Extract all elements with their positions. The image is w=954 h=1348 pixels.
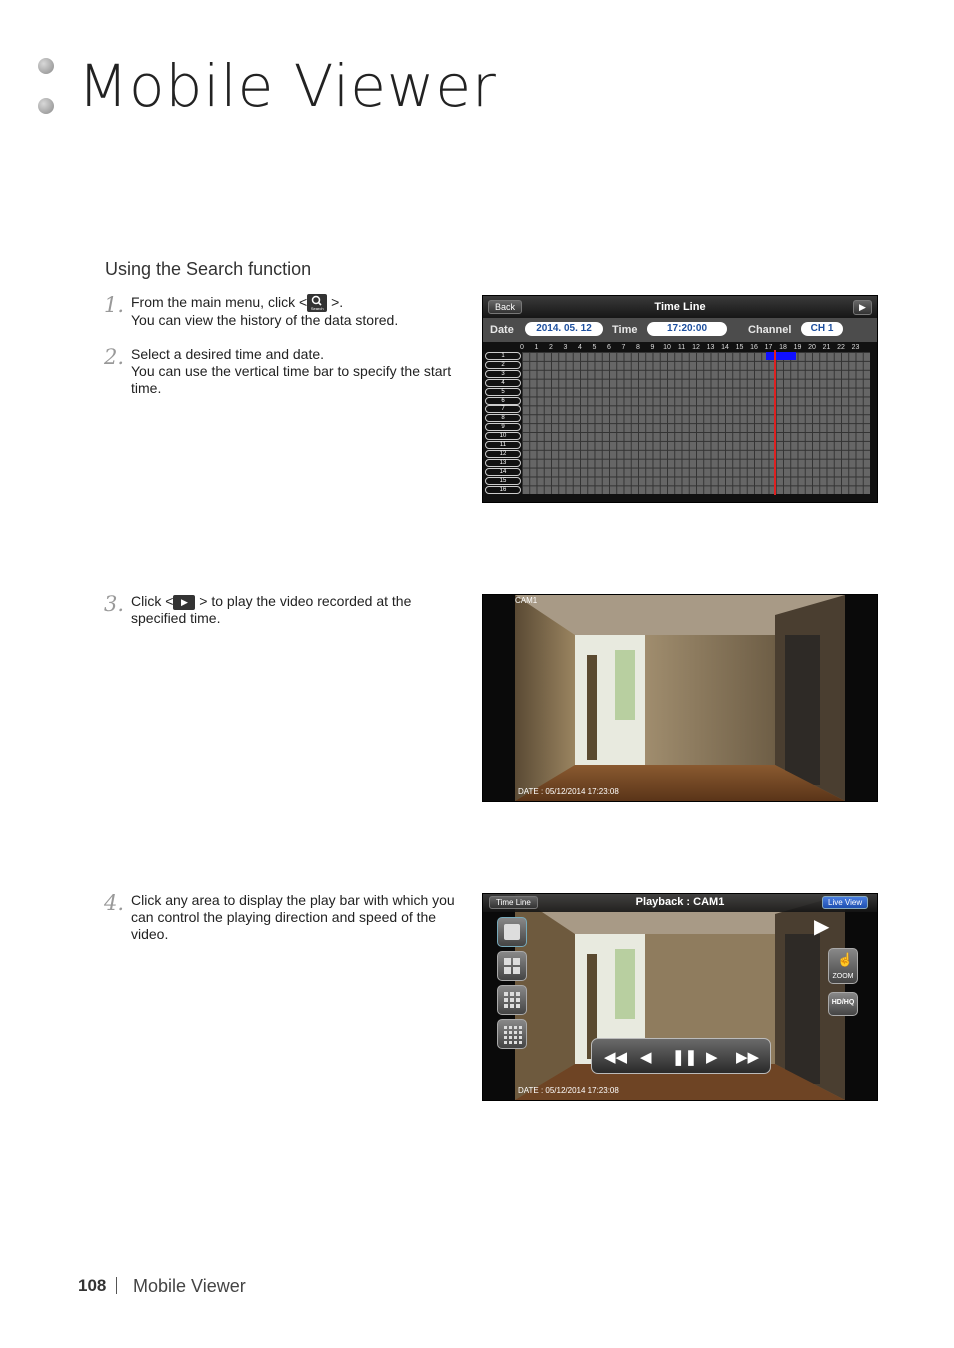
hour-label: 18 [779, 344, 787, 351]
nine-view-icon [498, 986, 526, 1014]
time-label: Time [612, 324, 638, 336]
layout-16-button[interactable] [497, 1019, 527, 1049]
step-4-text: Click any area to display the play bar with which you can control the playing direction and speed of the video. [131, 892, 455, 942]
channel-item[interactable]: 15 [485, 477, 521, 485]
hour-label: 22 [837, 344, 845, 351]
camera-label: CAM1 [515, 596, 538, 605]
play-icon[interactable]: ▶ [706, 1049, 718, 1066]
search-icon-label: Search [310, 306, 324, 312]
hour-label: 6 [607, 344, 611, 351]
page-number: 108 [78, 1276, 107, 1295]
channel-item[interactable]: 9 [485, 423, 521, 431]
hour-label: 19 [793, 344, 802, 351]
sixteen-view-icon [498, 1020, 526, 1048]
channel-item[interactable]: 4 [485, 379, 521, 387]
step-text-part: You can view the history of the data stored. [131, 312, 399, 329]
play-icon: ▶ [173, 595, 195, 610]
channel-item[interactable]: 8 [485, 414, 521, 422]
layout-9-button[interactable] [497, 985, 527, 1015]
hour-label: 20 [808, 344, 816, 351]
zoom-button[interactable] [828, 948, 858, 984]
layout-1-button[interactable] [497, 917, 527, 947]
live-view-button[interactable]: Live View [822, 896, 868, 909]
hour-label: 12 [692, 344, 700, 351]
hour-label: 21 [822, 344, 831, 351]
fast-forward-icon[interactable]: ▶▶ [736, 1049, 760, 1066]
hand-icon: ☝ [837, 952, 854, 967]
step-number: 1. [104, 293, 125, 317]
quad-view-icon [498, 952, 526, 980]
camera-screenshot [482, 594, 878, 802]
camera-image[interactable] [515, 595, 845, 801]
bullet-dot-icon [38, 58, 54, 74]
hour-label: 3 [563, 344, 568, 351]
time-field[interactable]: 17:20:00 [647, 322, 727, 336]
timeline-screenshot [482, 295, 878, 503]
step-text-part: You can use the vertical time bar to specify the start time. [131, 363, 452, 396]
playback-screenshot [482, 893, 878, 1101]
channel-item[interactable]: 6 [485, 397, 521, 405]
channel-item[interactable]: 1 [485, 352, 521, 360]
hour-label: 13 [706, 344, 715, 351]
single-view-icon [504, 924, 520, 940]
date-field[interactable]: 2014. 05. 12 [525, 322, 603, 336]
timeline-button[interactable]: Time Line [489, 896, 538, 909]
hour-label: 11 [677, 344, 686, 351]
hour-label: 23 [851, 344, 860, 351]
step-text-part: >. [327, 294, 344, 310]
step-text-part: From the main menu, click < [131, 294, 308, 310]
step-number: 3. [104, 592, 125, 616]
play-button[interactable] [853, 300, 872, 315]
pause-icon[interactable]: ❚❚ [672, 1049, 698, 1066]
hour-label: 15 [735, 344, 744, 351]
channel-item[interactable]: 2 [485, 361, 521, 369]
step-number: 4. [104, 891, 125, 915]
step-text-part: Click < [131, 593, 174, 609]
page-title: Mobile Viewer [78, 52, 497, 120]
timeline-title: Time Line [654, 301, 706, 313]
step-text-part: > to play the video recorded at the specified time. [131, 593, 412, 626]
rewind-icon[interactable]: ◀ [640, 1049, 652, 1066]
zoom-label: ZOOM [832, 973, 854, 980]
step-text-part: Select a desired time and date. [131, 346, 325, 362]
step-2-text [131, 346, 466, 397]
step-1-text [131, 294, 466, 329]
back-button[interactable]: Back [488, 300, 522, 314]
hour-label: 8 [636, 344, 640, 351]
hd-hq-button[interactable] [828, 992, 858, 1016]
play-icon[interactable]: ▶ [814, 916, 830, 938]
hour-label: 0 [520, 344, 524, 351]
hour-label: 16 [750, 344, 758, 351]
section-heading: Using the Search function [105, 259, 312, 279]
channel-item[interactable]: 14 [485, 468, 521, 476]
step-3-text [131, 593, 466, 627]
channel-item[interactable]: 13 [485, 459, 521, 467]
channel-item[interactable]: 7 [485, 405, 521, 413]
hour-label: 10 [663, 344, 671, 351]
time-cursor[interactable] [774, 350, 776, 495]
hour-label: 7 [621, 344, 626, 351]
date-overlay: DATE : 05/12/2014 17:23:08 [518, 1086, 619, 1095]
channel-field[interactable]: CH 1 [801, 322, 843, 336]
hour-label: 2 [549, 344, 553, 351]
channel-item[interactable]: 5 [485, 388, 521, 396]
layout-4-button[interactable] [497, 951, 527, 981]
date-overlay: DATE : 05/12/2014 17:23:08 [518, 787, 619, 796]
step-number: 2. [104, 345, 125, 369]
footer-label: Mobile Viewer [133, 1276, 246, 1296]
channel-item[interactable]: 10 [485, 432, 521, 440]
channel-item[interactable]: 12 [485, 450, 521, 458]
hour-label: 1 [534, 344, 539, 351]
hour-label: 14 [721, 344, 729, 351]
date-label: Date [490, 324, 514, 336]
channel-item[interactable]: 11 [485, 441, 521, 449]
channel-label: Channel [748, 324, 792, 336]
footer-divider [116, 1277, 117, 1294]
hd-hq-label: HD/HQ [831, 999, 855, 1006]
hour-label: 9 [650, 344, 655, 351]
timeline-grid[interactable] [522, 352, 870, 494]
search-bar [483, 318, 877, 342]
bullet-dot-icon [38, 98, 54, 114]
hour-label: 5 [592, 344, 597, 351]
hour-label: 4 [578, 344, 582, 351]
fast-rewind-icon[interactable]: ◀◀ [604, 1049, 628, 1066]
recorded-segment [766, 352, 796, 360]
play-icon: ▶ [859, 302, 866, 312]
channel-item[interactable]: 16 [485, 486, 521, 494]
hour-label: 17 [764, 344, 773, 351]
channel-item[interactable]: 3 [485, 370, 521, 378]
play-bar [591, 1038, 771, 1074]
search-icon [307, 294, 327, 312]
playback-title: Playback : CAM1 [635, 896, 725, 908]
